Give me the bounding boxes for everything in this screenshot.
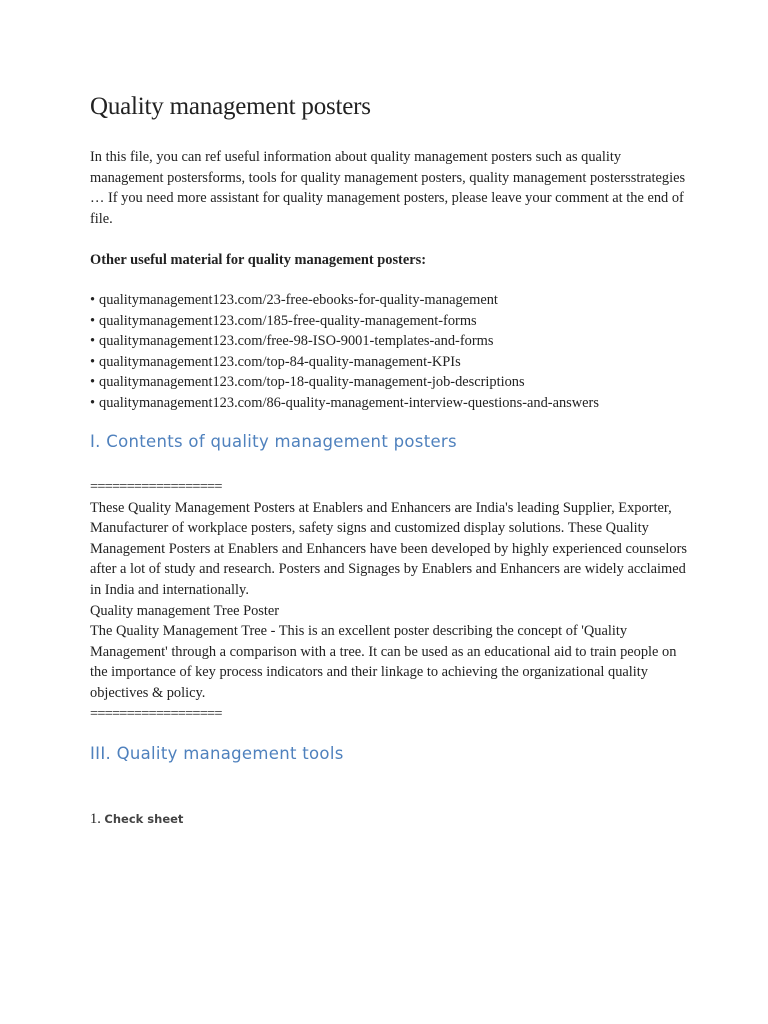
intro-paragraph: In this file, you can ref useful information about quality management posters such as quality management postersforms, tools for quality management posters, quality management postersstrategies … If you need more assistant for quality management posters, please leave your comment at the end of file. <box>90 149 686 227</box>
list-item <box>90 393 599 414</box>
bullet-icon: • <box>90 374 96 391</box>
poster-subheading: Quality management Tree Poster <box>90 602 280 619</box>
bullet-icon: • <box>90 353 96 370</box>
link-text: qualitymanagement123.com/185-free-quality-management-forms <box>99 312 477 329</box>
tool-step-item <box>90 809 183 829</box>
link-text: qualitymanagement123.com/free-98-ISO-9001-templates-and-forms <box>99 333 494 350</box>
list-item <box>90 311 599 332</box>
link-text: qualitymanagement123.com/86-quality-management-interview-questions-and-answers <box>99 394 599 411</box>
bullet-icon: • <box>90 394 96 411</box>
list-item <box>90 290 599 311</box>
bullet-icon: • <box>90 312 96 329</box>
step-label: Check sheet <box>104 812 184 826</box>
link-text: qualitymanagement123.com/23-free-ebooks-for-quality-management <box>99 292 498 308</box>
bullet-icon: • <box>90 292 96 308</box>
separator-line: ================== <box>90 479 222 495</box>
list-item <box>90 352 599 373</box>
bullet-icon: • <box>90 333 96 350</box>
link-text: qualitymanagement123.com/top-18-quality-management-job-descriptions <box>99 374 525 391</box>
tree-poster-paragraph: The Quality Management Tree - This is an excellent poster describing the concept of 'Quality Management' through a comparison with a tree. It can be used as an educational aid to train people on the importance of key process indicators and their linkage to achieving the organizational quality objectives & policy. <box>90 623 677 701</box>
list-item <box>90 331 599 352</box>
contents-section-body <box>90 477 690 724</box>
document-title: Quality management posters <box>90 93 371 120</box>
step-number: 1. <box>90 811 101 827</box>
section-heading-tools: III. Quality management tools <box>90 744 344 763</box>
contents-paragraph: These Quality Management Posters at Enablers and Enhancers are India's leading Supplier, Exporter, Manufacturer of workplace posters, safety signs and customized display solutions. These Quality Management Posters at Enablers and Enhancers have been developed by highly experienced counselors after a lot of study and research. Posters and Signages by Enablers and Enhancers are widely acclaimed in India and internationally. <box>90 499 688 598</box>
useful-links-list <box>90 290 599 414</box>
link-text: qualitymanagement123.com/top-84-quality-management-KPIs <box>99 353 461 370</box>
section-heading-contents: I. Contents of quality management posters <box>90 432 457 451</box>
other-material-heading: Other useful material for quality management posters: <box>90 252 427 268</box>
separator-line-end: ================== <box>90 705 222 722</box>
list-item <box>90 372 599 393</box>
